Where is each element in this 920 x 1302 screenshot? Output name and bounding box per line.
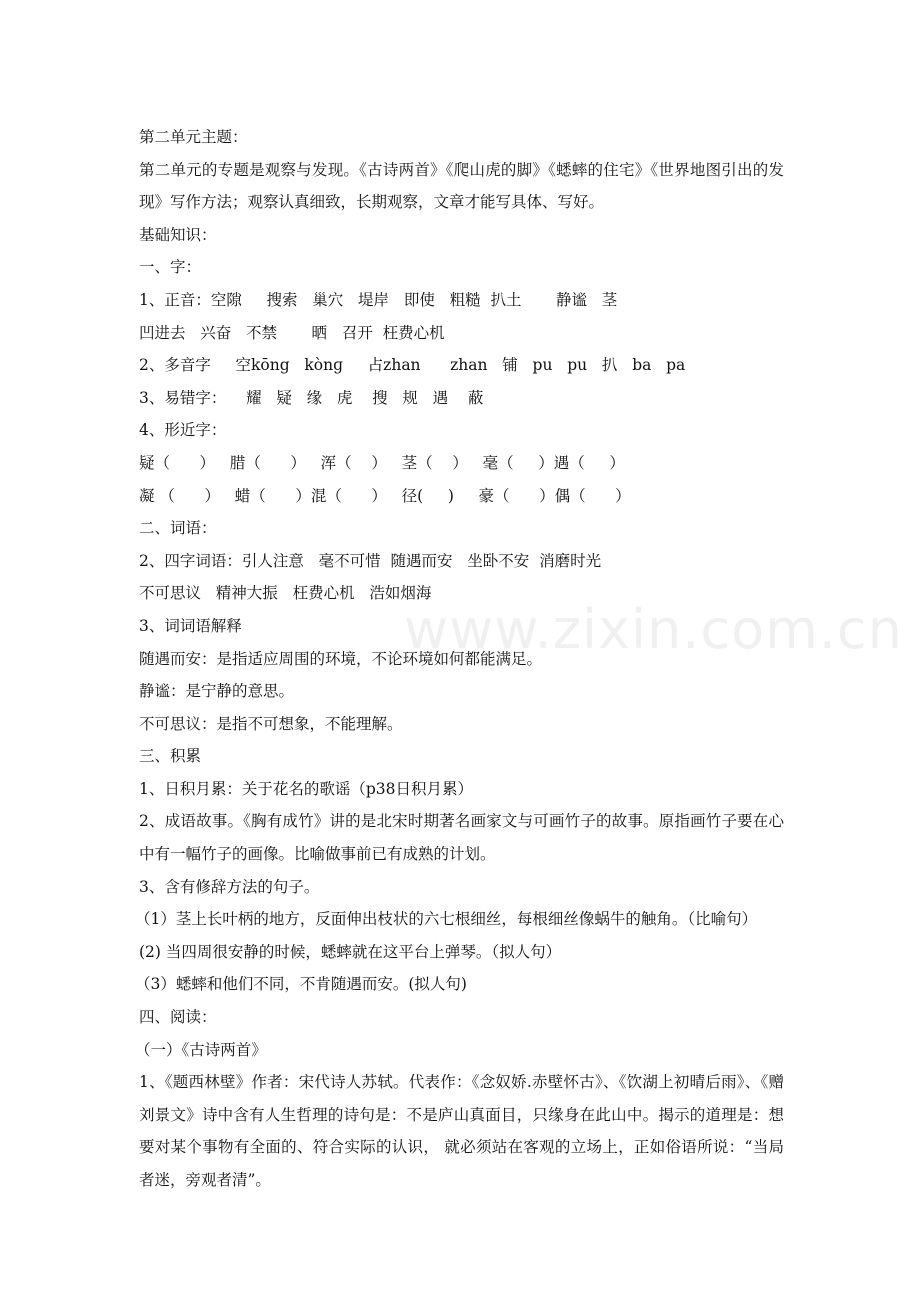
unit-theme-paragraph: 第二单元的专题是观察与发现。《古诗两首》《爬山虎的脚》《蟋蟀的住宅》《世界地图引出的发现》写作方法；观察认真细致，长期观察，文章才能写具体、写好。 [139, 160, 784, 212]
pronunciation-line-2: 凹进去 兴奋 不禁 晒 召开 枉费心机 [139, 323, 445, 342]
section-reading-heading: 四、阅读： [139, 1008, 217, 1027]
error-prone-line: 3、易错字： 耀 疑 缘 虎 搜 规 遇 蔽 [139, 388, 484, 407]
reading-sub-heading: （一）《古诗两首》 [135, 1040, 267, 1059]
rhetoric-heading: 3、含有修辞方法的句子。 [139, 877, 320, 896]
explanation-3: 不可思议：是指不可想象，不能理解。 [139, 714, 403, 733]
rhetoric-sentence-2: (2) 当四周很安静的时候，蟋蟀就在这平台上弹琴。（拟人句） [139, 942, 562, 961]
poem-analysis-paragraph: 1、《题西林壁》作者：宋代诗人苏轼。代表作：《念奴娇.赤壁怀古》、《饮湖上初晴后雨》、《赠刘景文》诗中含有人生哲理的诗句是：不是庐山真面目，只缘身在此山中。揭示的道理是：想要对某个事物有全面的、符合实际的认识， 就必须站在客观的立场上，正如俗语所说：“当局者迷，旁观者清”。 [139, 1073, 784, 1189]
rhetoric-sentence-1: （1）茎上长叶柄的地方，反面伸出枝状的六七根细丝，每根细丝像蜗牛的触角。（比喻句） [135, 910, 758, 929]
basic-knowledge-heading: 基础知识： [139, 225, 217, 244]
four-char-words-line-2: 不可思议 精神大振 枉费心机 浩如烟海 [139, 584, 432, 603]
accumulation-1: 1、日积月累：关于花名的歌谣（p38日积月累） [139, 779, 474, 798]
polyphonic-line: 2、多音字 空kōng kònɡ 占zhan zhan 铺 pu pu 扒 ba pa [139, 356, 686, 375]
rhetoric-sentence-3: （3）蟋蟀和他们不同，不肯随遇而安。(拟人句) [135, 975, 467, 994]
watermark: www.zixin.com.cn [404, 598, 903, 661]
pronunciation-line-1: 1、正音：空隙 搜索 巢穴 堤岸 即使 粗糙 扒土 静谧 茎 [139, 290, 618, 309]
explanation-2: 静谧：是宁静的意思。 [139, 682, 295, 701]
word-explanation-heading: 3、词词语解释 [139, 616, 242, 635]
section-characters-heading: 一、字： [139, 258, 202, 277]
similar-chars-row-1: 疑（ ） 腊（ ） 浑（ ） 茎（ ） 毫（ ）遇（ ） [139, 453, 625, 472]
similar-chars-heading: 4、形近字： [139, 421, 227, 440]
explanation-1: 随遇而安：是指适应周围的环境，不论环境如何都能满足。 [139, 649, 543, 668]
unit-theme-heading: 第二单元主题： [139, 128, 248, 146]
document-body [135, 121, 784, 1197]
similar-chars-row-2: 凝 （ ） 蜡（ ）混（ ） 径( ) 豪（ ）偶（ ） [139, 486, 631, 505]
section-words-heading: 二、词语： [139, 519, 217, 538]
idiom-story-paragraph: 2、成语故事。《胸有成竹》讲的是北宋时期著名画家文与可画竹子的故事。原指画竹子要在心中有一幅竹子的画像。比喻做事前已有成熟的计划。 [139, 812, 784, 864]
four-char-words-line-1: 2、四字词语：引人注意 毫不可惜 随遇而安 坐卧不安 消磨时光 [139, 551, 602, 570]
section-accumulation-heading: 三、积累 [139, 747, 202, 766]
